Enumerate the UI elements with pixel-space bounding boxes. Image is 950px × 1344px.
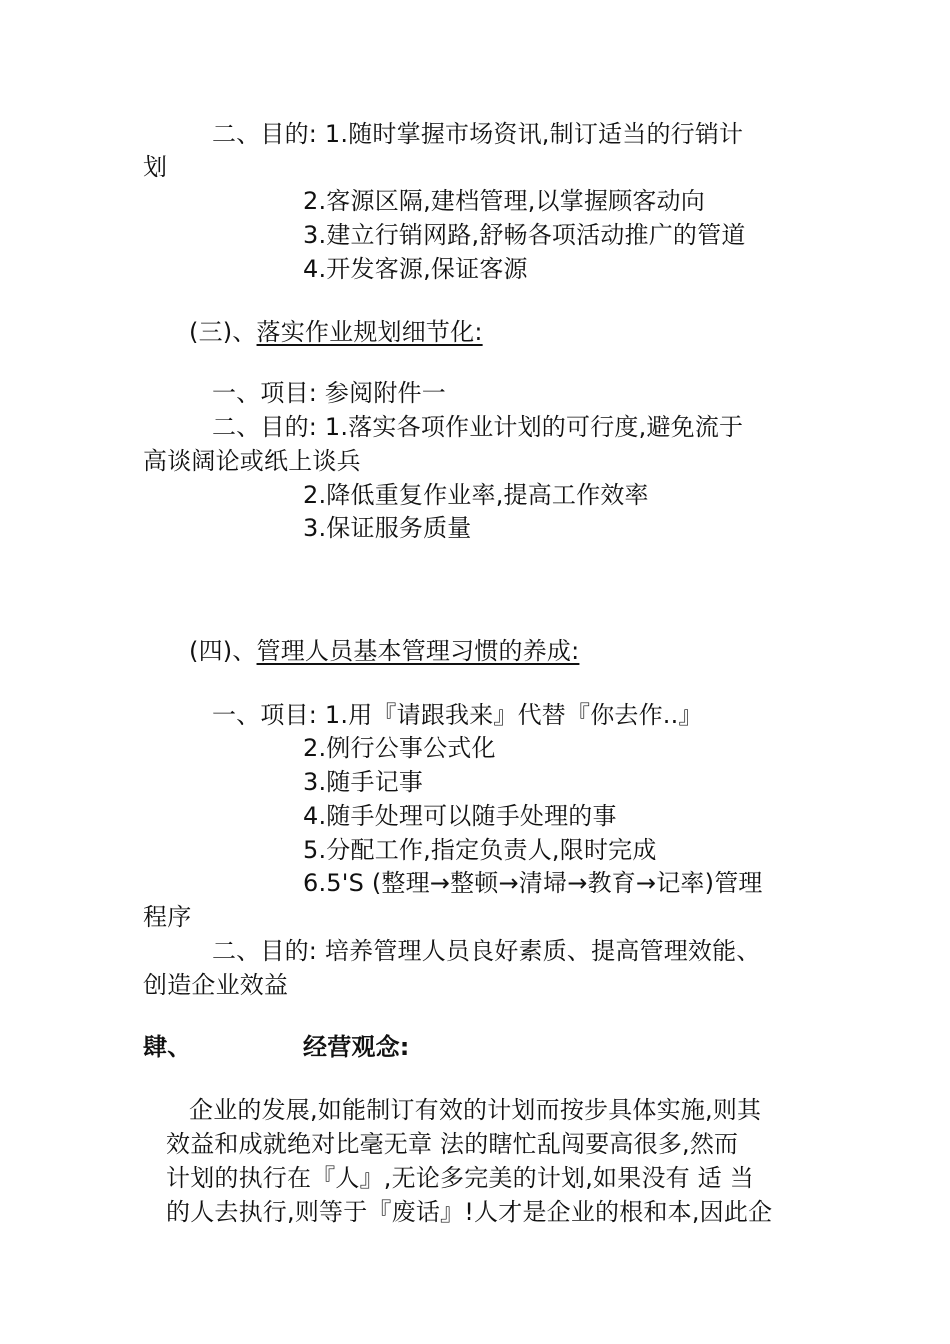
item-1: 一、项目: 1.用『请跟我来』代替『你去作..』	[212, 701, 703, 729]
item-line: 一、项目: 参阅附件一	[212, 379, 446, 407]
goal-line-1-continued: 高谈阔论或纸上谈兵	[143, 447, 361, 475]
section-heading-4	[189, 635, 579, 667]
goal-item-3: 3.保证服务质量	[303, 514, 472, 542]
paragraph-line-1: 企业的发展,如能制订有效的计划而按步具体实施,则其	[189, 1096, 762, 1124]
goal-item-4: 4.开发客源,保证客源	[303, 255, 528, 283]
item-3: 3.随手记事	[303, 768, 424, 796]
goal-line-1: 二、目的: 培养管理人员良好素质、提高管理效能、	[212, 937, 761, 965]
section-heading-title: 落实作业规划细节化:	[256, 318, 483, 346]
section-heading-title: 管理人员基本管理习惯的养成:	[256, 637, 580, 665]
paragraph-line-4: 的人去执行,则等于『废话』!人才是企业的根和本,因此企	[166, 1198, 773, 1226]
section-heading-prefix: (四)、	[189, 637, 257, 665]
chapter-title: 经营观念:	[303, 1033, 410, 1061]
section-heading-prefix: (三)、	[189, 318, 257, 346]
chapter-number: 肆、	[143, 1033, 192, 1061]
goal-item-3: 3.建立行销网路,舒畅各项活动推广的管道	[303, 221, 746, 249]
item-6: 6.5'S (整理→整顿→清埽→教育→记率)管理	[303, 869, 763, 897]
goal-line-1-continued: 划	[143, 153, 168, 181]
item-4: 4.随手处理可以随手处理的事	[303, 802, 617, 830]
goal-line-1: 二、目的: 1.随时掌握市场资讯,制订适当的行销计	[212, 120, 744, 148]
item-2: 2.例行公事公式化	[303, 734, 496, 762]
item-5: 5.分配工作,指定负责人,限时完成	[303, 836, 657, 864]
paragraph-line-2: 效益和成就绝对比毫无章 法的瞎忙乱闯要高很多,然而	[166, 1130, 739, 1158]
goal-item-2: 2.降低重复作业率,提高工作效率	[303, 481, 649, 509]
goal-line-1: 二、目的: 1.落实各项作业计划的可行度,避免流于	[212, 413, 744, 441]
paragraph-line-3: 计划的执行在『人』,无论多完美的计划,如果没有 适 当	[166, 1164, 754, 1192]
goal-item-2: 2.客源区隔,建档管理,以掌握顾客动向	[303, 187, 705, 215]
goal-line-1-continued: 创造企业效益	[143, 971, 289, 999]
section-heading-3	[189, 316, 483, 348]
item-6-continued: 程序	[143, 903, 192, 931]
